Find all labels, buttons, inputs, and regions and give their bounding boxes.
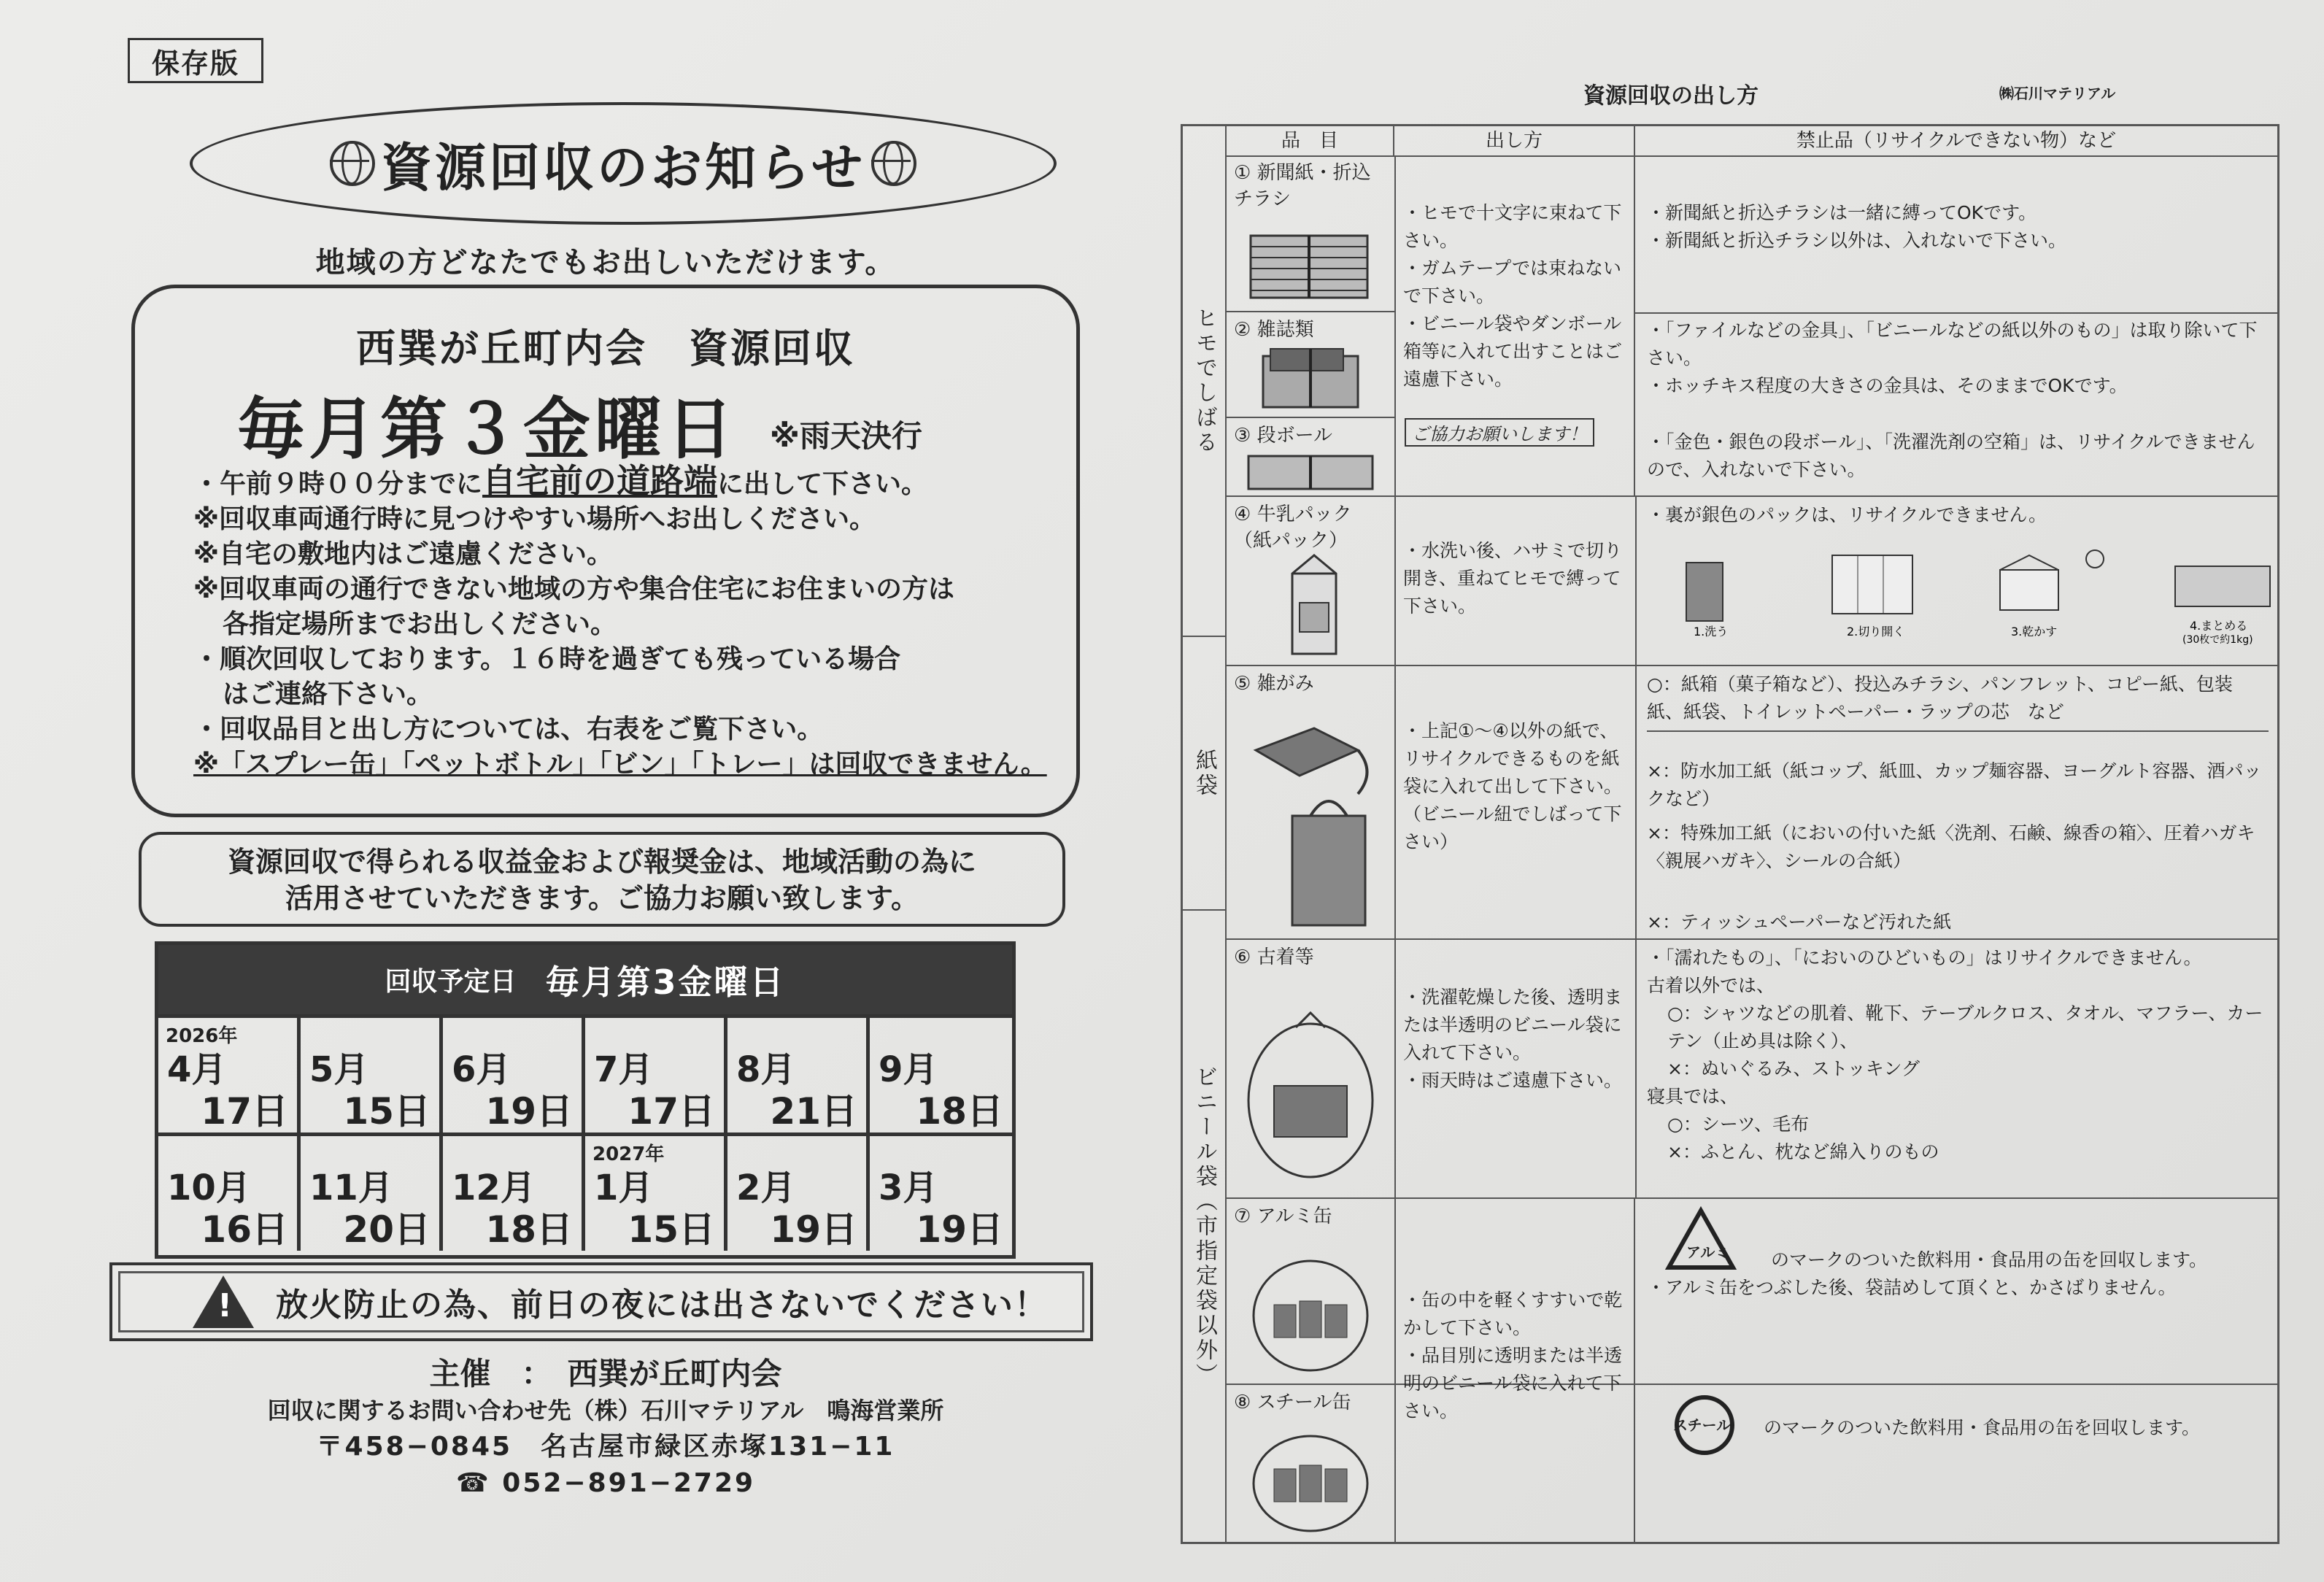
milk-step-label: 4.まとめる [2190, 619, 2248, 633]
sponsor: 主催 ： 西巽が丘町内会 [429, 1356, 782, 1392]
association-name: 西巽が丘町内会 資源回収 [356, 325, 855, 371]
benefit-box [139, 832, 1065, 927]
calendar-cell [301, 1133, 443, 1251]
row-cardboard [1227, 418, 2277, 497]
item-name: ③ 段ボール [1234, 425, 1333, 447]
how-cell [1394, 497, 1637, 665]
banned-text: ・「濡れたもの」、「においのひどいもの」はリサイクルできません。 古着以外では、 ○：シャツなどの肌着、靴下、テーブルクロス、タオル、マフラー、カーテン（止め具は除く）、 ×：ぬいぐるみ、ストッキング 寝具では、 ○：シーツ、毛布 ×：ふとん、枕など綿入りのもの [1647, 947, 2263, 1162]
globe-icon [330, 141, 375, 186]
calendar-cell [585, 1014, 727, 1133]
paper-bag-icon [1248, 706, 1380, 933]
calendar-day: 17日 [628, 1090, 715, 1133]
contact-company: 回収に関するお問い合わせ先（株）石川マテリアル 鳴海営業所 [267, 1397, 944, 1424]
item-name: ⑧ スチール缶 [1234, 1392, 1351, 1413]
how-cell [1394, 940, 1637, 1197]
group-plastic-bag: ビニール袋（市指定袋以外） [1183, 911, 1227, 1542]
misc-ng-text: ×：防水加工紙（紙コップ、紙皿、カップ麺容器、ヨーグルト容器、酒パックなど） [1647, 760, 2262, 809]
milk-step-label: 2.切り開く [1847, 625, 1905, 638]
howto-title: 資源回収の出し方 [1583, 83, 1759, 109]
calendar-month: 9月 [879, 1049, 938, 1090]
calendar-month: 12月 [452, 1168, 536, 1208]
calendar-month: 3月 [879, 1168, 938, 1208]
calendar-cell [158, 1014, 301, 1133]
item-name: ⑦ アルミ缶 [1234, 1205, 1332, 1227]
header-how: 出し方 [1394, 126, 1635, 155]
calendar-month: 4月 [167, 1049, 227, 1090]
how-text: ・上記①〜④以外の紙で、リサイクルできるものを紙袋に入れて出して下さい。（ビニール紐でしばって下さい） [1403, 720, 1623, 852]
can-bag-icon [1248, 1418, 1373, 1535]
row-clothes [1227, 940, 2277, 1199]
group-paperbag: 紙袋 [1183, 637, 1227, 911]
table-header [1227, 126, 2277, 157]
how-text: ・缶の中を軽くすすいで乾かして下さい。 ・品目別に透明または半透明のビニール袋に入れて下さい。 [1403, 1289, 1623, 1421]
calendar-header-value: 毎月第3金曜日 [545, 962, 786, 1002]
arson-warning [109, 1262, 1093, 1341]
item-cell [1227, 666, 1396, 938]
note-line: ・午前９時００分までに自宅前の道路端に出して下さい。 [193, 461, 928, 501]
row-misc-paper [1227, 666, 2277, 940]
banned-cell [1635, 312, 2277, 396]
banned-text: ・「金色・銀色の段ボール」、「洗濯洗剤の空箱」は、リサイクルできませんので、入れないで下さい。 [1647, 431, 2255, 480]
calendar-grid [158, 1014, 1012, 1251]
how-cell-himo [1394, 155, 1635, 497]
calendar-cell [585, 1133, 727, 1251]
calendar-day: 15日 [343, 1090, 431, 1133]
calendar-month: 6月 [452, 1049, 511, 1090]
banned-text: ・新聞紙と折込チラシは一緒に縛ってOKです。 ・新聞紙と折込チラシ以外は、入れないで下さい。 [1647, 202, 2067, 251]
calendar-month: 1月 [594, 1168, 654, 1208]
item-name: ⑤ 雑がみ [1234, 673, 1314, 695]
row-milk-carton [1227, 497, 2277, 666]
calendar-cell [727, 1014, 870, 1133]
calendar-cell [443, 1133, 585, 1251]
item-cell [1227, 418, 1396, 495]
calendar-day: 19日 [770, 1208, 857, 1251]
calendar-month: 5月 [309, 1049, 369, 1090]
calendar-month: 2月 [736, 1168, 796, 1208]
calendar-cell [870, 1133, 1012, 1251]
calendar-day: 21日 [770, 1090, 857, 1133]
warning-icon: ! [193, 1276, 254, 1328]
keep-badge: 保存版 [128, 38, 263, 83]
misc-ng-text: ×：ティッシュペーパーなど汚れた紙 [1647, 911, 1952, 933]
globe-icon [871, 141, 916, 186]
item-cell [1227, 940, 1396, 1197]
title-banner [190, 102, 1057, 225]
calendar-month: 8月 [736, 1049, 796, 1090]
svg-text:アルミ: アルミ [1686, 1243, 1730, 1261]
row-steel-can [1227, 1385, 2277, 1542]
newspaper-bundle-icon [1247, 221, 1371, 301]
warning-text: 放火防止の為、前日の夜には出さないでください！ [276, 1286, 1048, 1324]
svg-text:スチール: スチール [1673, 1416, 1732, 1434]
schedule-heading: 毎月第３金曜日 [237, 390, 738, 468]
calendar-header-label: 回収予定日 [385, 967, 517, 997]
cooperation-note: ご協力お願いします！ [1405, 418, 1594, 447]
item-cell [1227, 312, 1396, 418]
calendar-day: 20日 [343, 1208, 431, 1251]
contact-info [109, 1392, 1102, 1502]
banned-text: のマークのついた飲料用・食品用の缶を回収します。 [1764, 1417, 2201, 1438]
calendar-month: 7月 [594, 1049, 654, 1090]
item-name: ⑥ 古着等 [1234, 946, 1314, 968]
company-name: ㈱石川マテリアル [1999, 85, 2116, 102]
notes-list [193, 463, 1054, 782]
item-cell [1227, 1385, 1396, 1542]
calendar-cell [301, 1014, 443, 1133]
banned-text: ・「ファイルなどの金具」、「ビニールなどの紙以外のもの」は取り除いて下さい。 ・ホッチキス程度の大きさの金具は、そのままでOKです。 [1647, 320, 2258, 396]
item-cell [1227, 155, 1396, 312]
can-bag-icon [1248, 1243, 1373, 1374]
milk-carton-icon [1278, 552, 1351, 661]
calendar-month: 10月 [167, 1168, 251, 1208]
milk-step-label: 1.洗う [1694, 625, 1729, 638]
calendar-day: 18日 [916, 1090, 1003, 1133]
calendar-day: 19日 [916, 1208, 1003, 1251]
item-cell [1227, 1199, 1396, 1384]
row-newspaper [1227, 155, 2277, 312]
road-edge-emphasis: 自宅前の道路端 [482, 461, 718, 501]
note-line: ※回収車両の通行できない地域の方や集合住宅にお住まいの方は [193, 574, 954, 604]
howto-table [1181, 124, 2279, 1544]
misc-ok-text: ○：紙箱（菓子箱など）、投込みチラシ、パンフレット、コピー紙、包装紙、紙袋、トイレットペーパー・ラップの芯 など [1647, 671, 2269, 732]
calendar-day: 15日 [628, 1208, 715, 1251]
note-line: ※回収車両通行時に見つけやすい場所へお出しください。 [193, 504, 876, 534]
calendar-year: 2026年 [166, 1025, 238, 1047]
how-cell-cans [1394, 1199, 1635, 1542]
item-name: ④ 牛乳パック（紙パック） [1234, 503, 1352, 552]
calendar-month: 11月 [309, 1168, 393, 1208]
calendar-year: 2027年 [592, 1143, 665, 1165]
banned-text: のマークのついた飲料用・食品用の缶を回収します。 ・アルミ缶をつぶした後、袋詰めして頂くと、かさばりません。 [1647, 1249, 2208, 1298]
note-line: ・回収品目と出し方については、右表をご覧下さい。 [193, 714, 824, 744]
banned-text: ・裏が銀色のパックは、リサイクルできません。 [1647, 504, 2047, 525]
page-title: 資源回収のお知らせ [381, 137, 865, 198]
group-himo: ヒモでしばる [1183, 126, 1227, 637]
calendar-day: 19日 [485, 1090, 573, 1133]
how-cell [1394, 666, 1637, 938]
how-text: ・ヒモで十文字に束ねて下さい。 ・ガムテープでは束ねないで下さい。 ・ビニール袋やダンボール箱等に入れて出すことはご遠慮下さい。 [1403, 202, 1623, 390]
contact-phone: ☎ 052−891−2729 [455, 1468, 756, 1498]
benefit-line: 活用させていただきます。ご協力お願い致します。 [285, 882, 919, 914]
item-name: ① 新聞紙・折込チラシ [1234, 162, 1371, 210]
note-line: ※「スプレー缶」「ペットボトル」「ビン」「トレー」は回収できません。 [193, 749, 1047, 779]
contact-address: 〒458−0845 名古屋市緑区赤塚131−11 [316, 1432, 895, 1462]
row-aluminum-can [1227, 1199, 2277, 1385]
collection-calendar [155, 941, 1016, 1259]
header-banned: 禁止品（リサイクルできない物）など [1796, 130, 2117, 152]
row-magazine [1227, 312, 2277, 418]
benefit-line: 資源回収で得られる収益金および報奨金は、地域活動の為に [227, 846, 976, 878]
calendar-header [158, 945, 1012, 1014]
misc-ng-text: ×：特殊加工紙（においの付いた紙〈洗剤、石鹸、線香の箱〉、圧着ハガキ〈親展ハガキ〉、シールの合紙） [1647, 822, 2255, 871]
milk-step-label: 3.乾かす [2011, 625, 2058, 638]
calendar-cell [727, 1133, 870, 1251]
magazine-bundle-icon [1256, 345, 1365, 414]
item-cell [1227, 497, 1396, 665]
note-line: 各指定場所までお出しください。 [223, 609, 617, 639]
calendar-day: 18日 [485, 1208, 573, 1251]
note-line: ・順次回収しております。１６時を過ぎても残っている場合 [193, 644, 901, 674]
calendar-day: 16日 [201, 1208, 288, 1251]
calendar-cell [158, 1133, 301, 1251]
how-text: ・洗濯乾燥した後、透明または半透明のビニール袋に入れて下さい。 ・雨天時はご遠慮下さい。 [1403, 987, 1623, 1091]
clothes-bag-icon [1245, 991, 1376, 1188]
cardboard-bundle-icon [1245, 449, 1376, 493]
calendar-cell [443, 1014, 585, 1133]
note-line: はご連絡下さい。 [223, 679, 433, 709]
calendar-day: 17日 [201, 1090, 288, 1133]
notice-page [109, 29, 1102, 1562]
item-name: ② 雑誌類 [1234, 319, 1314, 341]
note-line: ※自宅の敷地内はご遠慮ください。 [193, 539, 613, 569]
calendar-cell [870, 1014, 1012, 1133]
subtitle: 地域の方どなたでもお出しいただけます。 [315, 246, 896, 279]
banned-cell [1635, 155, 2277, 251]
how-text: ・水洗い後、ハサミで切り開き、重ねてヒモで縛って下さい。 [1403, 540, 1623, 617]
header-item: 品 目 [1227, 126, 1394, 155]
howto-page [1167, 66, 2284, 1547]
milk-steps-illustration [1664, 541, 2277, 647]
milk-step-note: (30枚で約1kg) [2182, 634, 2253, 646]
rain-note: ※雨天決行 [770, 418, 922, 454]
main-info-box [131, 285, 1080, 817]
